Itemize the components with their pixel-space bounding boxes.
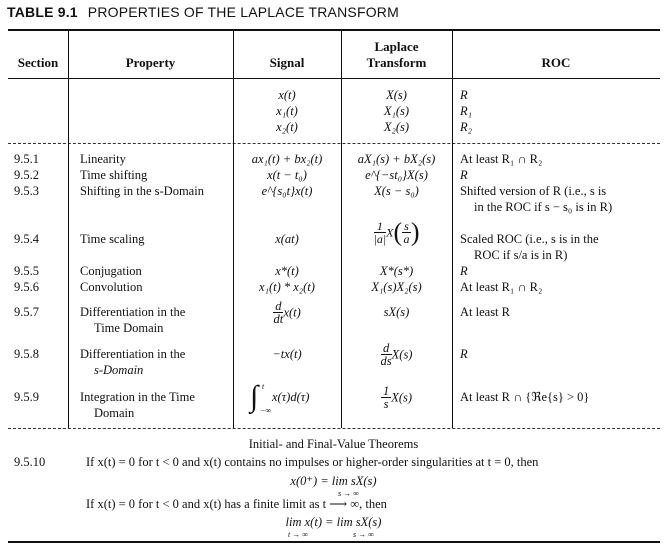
row-3-section: 9.5.3 <box>14 184 39 198</box>
dashed-separator-1 <box>8 143 660 144</box>
row-8-section: 9.5.8 <box>14 347 39 361</box>
row-9-signal-integrand: x(τ)d(τ) <box>272 390 310 404</box>
row-7-signal <box>233 300 341 325</box>
table-title <box>7 4 399 20</box>
row-4-transform-num: 1 <box>374 220 387 233</box>
row-8-transform-den: ds <box>380 354 392 368</box>
base-roc-2: R₂ <box>460 120 472 134</box>
row-8-transform <box>341 342 452 367</box>
base-transform-0: X(s) <box>386 88 407 102</box>
column-divider-4 <box>452 30 453 428</box>
row-9-transform <box>341 385 452 410</box>
row-6-signal: x₁(t) * x₂(t) <box>259 280 315 294</box>
row-3-transform: X(s − s₀) <box>374 184 419 198</box>
table-number: TABLE 9.1 <box>7 4 78 20</box>
row-4-transform-fn: X <box>386 225 394 240</box>
row-1-section: 9.5.1 <box>14 152 39 166</box>
row-7-property: Differentiation in the <box>80 305 186 319</box>
header-property: Property <box>125 55 176 70</box>
row-5-signal: x*(t) <box>275 264 299 278</box>
row-2-signal: x(t − t₀) <box>267 168 307 182</box>
theorems-line-2: If x(t) = 0 for t < 0 and x(t) has a finite limit as t ⟶ ∞, then <box>86 497 387 511</box>
row-8-transform-num: d <box>381 342 392 355</box>
row-2-transform: e^{−st₀}X(s) <box>365 168 428 182</box>
row-6-roc: At least R₁ ∩ R₂ <box>460 280 543 294</box>
row-3-roc-cont: in the ROC if s − s₀ is in R) <box>474 200 613 214</box>
header-signal: Signal <box>269 55 305 70</box>
theorems-section: 9.5.10 <box>14 455 46 469</box>
row-2-section: 9.5.2 <box>14 168 39 182</box>
row-9-signal-lower: −∞ <box>260 406 272 415</box>
row-3-signal: e^{s₀t}x(t) <box>261 184 313 198</box>
row-5-roc: R <box>460 264 468 278</box>
final-value-limit-sub-right: s → ∞ <box>353 530 374 539</box>
row-9-signal-upper: t <box>262 382 265 391</box>
row-8-transform-fn: X(s) <box>391 347 413 362</box>
row-7-section: 9.5.7 <box>14 305 39 319</box>
row-9-section: 9.5.9 <box>14 390 39 404</box>
row-5-transform: X*(s*) <box>379 264 414 278</box>
theorems-heading: Initial- and Final-Value Theorems <box>248 437 419 451</box>
initial-value-limit-sub: s → ∞ <box>338 489 359 498</box>
row-9-property: Integration in the Time <box>80 390 195 404</box>
row-8-roc: R <box>460 347 468 361</box>
row-4-transform-den: |a| <box>373 232 387 246</box>
row-3-property: Shifting in the s-Domain <box>80 184 204 198</box>
row-4-roc-cont: ROC if s/a is in R) <box>474 248 568 262</box>
row-6-section: 9.5.6 <box>14 280 39 294</box>
row-1-transform: aX₁(s) + bX₂(s) <box>357 152 436 166</box>
row-9-transform-fn: X(s) <box>391 390 413 405</box>
row-7-transform: sX(s) <box>383 305 410 319</box>
theorems-line-1: If x(t) = 0 for t < 0 and x(t) contains no impulses or higher-order singularities at t = 0, then <box>86 455 539 469</box>
row-1-property: Linearity <box>80 152 126 166</box>
base-transform-2: X₂(s) <box>383 120 410 134</box>
row-2-roc: R <box>460 168 468 182</box>
initial-value-equation: x(0⁺) = lim sX(s) <box>290 474 377 488</box>
row-4-property: Time scaling <box>80 232 145 246</box>
row-9-property-cont: Domain <box>94 406 135 420</box>
header-roc: ROC <box>541 55 571 70</box>
base-roc-0: R <box>460 88 468 102</box>
row-4-transform: $\frac{1}{|a|}$ X( $\frac{s}{a}$ ) <box>373 217 420 247</box>
bottom-rule <box>8 541 660 543</box>
row-8-property-cont: s-Domain <box>94 363 144 377</box>
row-8-property: Differentiation in the <box>80 347 186 361</box>
row-1-roc: At least R₁ ∩ R₂ <box>460 152 543 166</box>
base-roc-1: R₁ <box>460 104 472 118</box>
header-section: Section <box>17 55 59 70</box>
header-rule <box>8 78 660 79</box>
header-transform-line2: Transform <box>366 55 427 70</box>
row-9-transform-num: 1 <box>382 384 390 398</box>
top-rule <box>8 29 660 31</box>
row-5-section: 9.5.5 <box>14 264 39 278</box>
base-signal-1: x₁(t) <box>276 104 298 118</box>
row-6-property: Convolution <box>80 280 143 294</box>
row-4-section: 9.5.4 <box>14 232 39 246</box>
base-signal-0: x(t) <box>278 88 296 102</box>
row-2-property: Time shifting <box>80 168 148 182</box>
row-7-property-cont: Time Domain <box>94 321 164 335</box>
row-7-signal-den: dt <box>273 312 284 326</box>
table-caption: PROPERTIES OF THE LAPLACE TRANSFORM <box>87 4 399 20</box>
row-9-signal: ∫ t −∞ x(τ)d(τ) <box>250 380 340 414</box>
row-7-roc: At least R <box>460 305 510 319</box>
row-9-roc: At least R ∩ {ℜe{s} > 0} <box>460 390 590 404</box>
row-1-signal: ax₁(t) + bx₂(t) <box>251 152 323 166</box>
column-divider-1 <box>68 30 69 428</box>
row-7-signal-num: d <box>275 299 282 313</box>
row-5-property: Conjugation <box>80 264 142 278</box>
row-4-signal: x(at) <box>275 232 299 246</box>
base-transform-1: X₁(s) <box>383 104 410 118</box>
header-transform-line1: Laplace <box>374 39 419 54</box>
row-4-roc: Scaled ROC (i.e., s is in the <box>460 232 599 246</box>
dashed-separator-2 <box>8 428 660 429</box>
base-signal-2: x₂(t) <box>276 120 298 134</box>
row-4-transform-arg-den: a <box>403 232 410 246</box>
row-9-transform-den: s <box>383 397 389 411</box>
row-4-transform-arg-num: s <box>404 219 409 233</box>
row-8-signal: −tx(t) <box>272 347 302 361</box>
final-value-limit-sub-left: t → ∞ <box>288 530 308 539</box>
row-7-signal-fn: x(t) <box>283 305 301 320</box>
row-6-transform: X₁(s)X₂(s) <box>371 280 422 294</box>
row-3-roc: Shifted version of R (i.e., s is <box>460 184 607 198</box>
final-value-equation: lim x(t) = lim sX(s) <box>285 515 382 529</box>
